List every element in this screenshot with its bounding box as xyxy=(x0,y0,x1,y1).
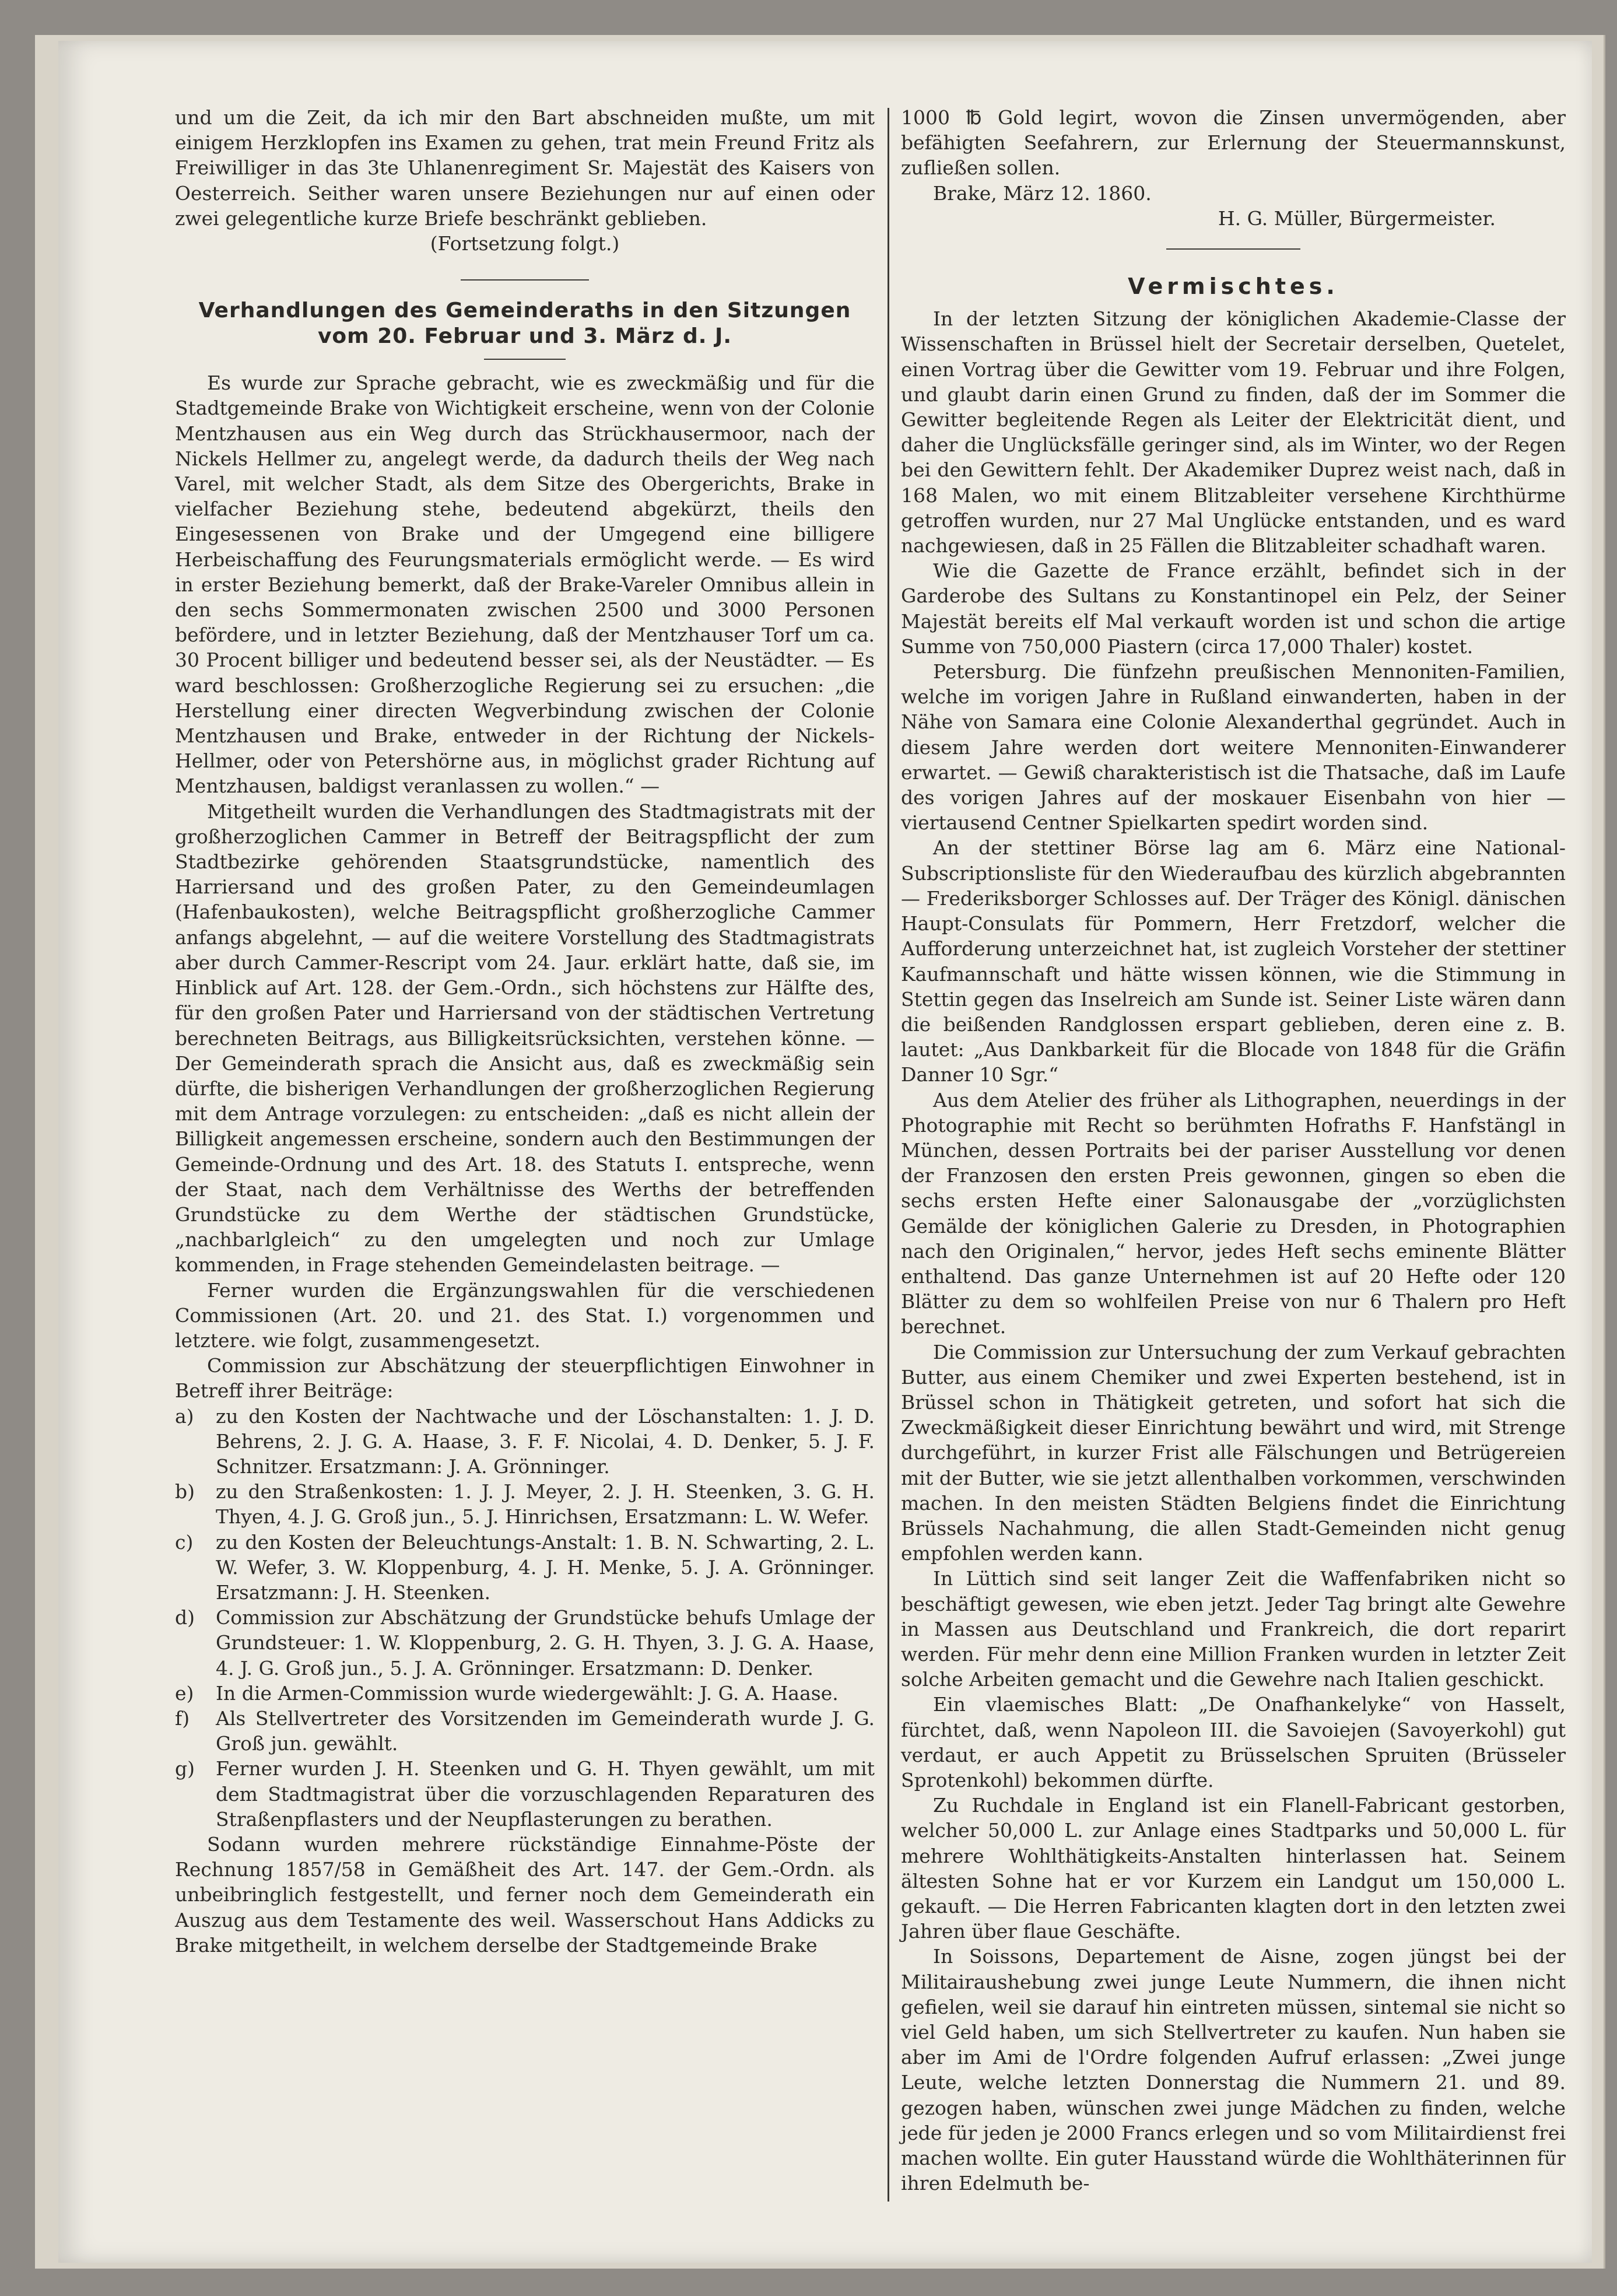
section-title: Vermischtes. xyxy=(1128,274,1339,300)
news-item: Zu Ruchdale in England ist ein Flanell-Fabricant gestorben, welcher 50,000 L. zur Anlage eines Stadtparks und 50,000 L. für mehrere Wohlthätigkeits-Anstalten hinterlassen hat. Seinem ältesten Sohne hat er vor Kurzem ein Landgut um 150,000 L. gekauft. — Die Herren Fabricanten klagten dort in den letzten zwei Jahren über flaue Geschäfte. xyxy=(901,1794,1566,1943)
news-item: In der letzten Sitzung der königlichen Akademie-Classe der Wissenschaften in Brüssel hielt der Secretair derselben, Quetelet, einen Vortrag über die Gewitter vom 19. Februar und ihre Folgen, und glaubt darin einen Grund zu finden, daß der im Sommer die Gewitter begleitende Regen als Leiter der Elektricität dient, und daher die Unglücksfälle geringer sind, als im Winter, wo der Regen bei den Gewittern fehlt. Der Akademiker Duprez weist nach, daß in 168 Malen, wo mit einem Blitzableiter versehene Kirchthürme getroffen wurden, nur 27 Mal Unglücke entstanden, und es ward nachgewiesen, daß in 25 Fällen die Blitzableiter schadhaft waren. xyxy=(901,307,1566,558)
news-item: An der stettiner Börse lag am 6. März eine National-Subscriptionsliste für den Wiederaufbau des kürzlich abgebrannten — Frederiksborger Schlosses auf. Der Träger des Königl. dänischen Haupt-Consulats für Pommern, Herr Fretzdorf, welcher die Aufforderung unterzeichnet hat, ist zugleich Vorsteher der stettiner Kaufmannschaft und hätte wissen können, wie die Stimmung in Stettin gegen das Inselreich am Sunde ist. Seiner Liste wären dann die beißenden Randglossen erspart geblieben, deren eine z. B. lautet: „Aus Dankbarkeit für die Blocade von 1848 für die Gräfin Danner 10 Sgr.“ xyxy=(901,836,1566,1086)
list-text: Ferner wurden J. H. Steenken und G. H. Thyen gewählt, um mit dem Stadtmagistrat über die vorzuschlagenden Reparaturen des Straßenpflasters und der Neupflasterungen zu berathen. xyxy=(216,1757,875,1831)
right-column xyxy=(901,105,1566,2196)
list-text: zu den Kosten der Beleuchtungs-Anstalt: 1. B. N. Schwarting, 2. L. W. Wefer, 3. W. Kloppenburg, 4. J. H. Menke, 5. J. A. Grönninger. Ersatzmann: J. H. Steenken. xyxy=(216,1530,875,1604)
list-text: zu den Kosten der Nachtwache und der Löschanstalten: 1. J. D. Behrens, 2. J. G. A. Haase, 3. F. F. Nicolai, 4. D. Denker, 5. J. F. Schnitzer. Ersatzmann: J. A. Grönninger. xyxy=(216,1404,875,1478)
dateline: Brake, März 12. 1860. xyxy=(933,181,1152,205)
paragraph-contributions: Mitgetheilt wurden die Verhandlungen des Stadtmagistrats mit der großherzoglichen Cammer in Betreff der Beitragspflicht der zum Stadtbezirke gehörenden Staatsgrundstücke, namentlich des Harriersand und des großen Pater, zu den Gemeindeumlagen (Hafenbaukosten), welche Beitragspflicht großherzogliche Cammer anfangs abgelehnt, — auf die weitere Vorstellung des Stadtmagistrats aber durch Cammer-Rescript vom 24. Jaur. erklärt hatte, daß sie, im Hinblick auf Art. 128. der Gem.-Ordn., sich höchstens zur Hälfte des, für den großen Pater und Harriersand von der städtischen Vertretung berechneten Beitrags, aus Billigkeitsrücksichten, verstehen könne. — Der Gemeinderath sprach die Ansicht aus, daß es zweckmäßig sein dürfte, die bisherigen Verhandlungen der großherzoglichen Regierung mit dem Antrage vorzulegen: zu entscheiden: „daß es nicht allein der Billigkeit angemessen erscheine, sondern auch den Bestimmungen der Gemeinde-Ordnung und des Art. 18. des Statuts I. entspreche, wenn der Staat, nach dem Verhältnisse des Werths der betreffenden Grundstücke zu dem Werthe der städtischen Grundstücke, „nachbarlgleich“ zu den umgelegten und noch zur Umlage kommenden, in Frage stehenden Gemeindelasten beitrage. — xyxy=(175,800,875,1277)
paragraph-commission: Commission zur Abschätzung der steuerpflichtigen Einwohner in Betreff ihrer Beiträge: xyxy=(175,1354,875,1403)
news-item: In Lüttich sind seit langer Zeit die Waffenfabriken nicht so beschäftigt gewesen, wie eben jetzt. Jeder Tag bringt alte Gewehre in Massen aus Deutschland und Frankreich, die dort reparirt werden. Für mehr denn eine Million Franken wurden in letzter Zeit solche Arbeiten gemacht und die Gewehre nach Italien geschickt. xyxy=(901,1567,1566,1691)
list-letter: a) xyxy=(175,1404,194,1428)
continued-note: (Fortsetzung folgt.) xyxy=(430,232,620,255)
heading-rule xyxy=(484,359,566,360)
article-heading-line2: vom 20. Februar und 3. März d. J. xyxy=(317,324,732,349)
list-letter: g) xyxy=(175,1757,195,1780)
news-item: Ein vlaemisches Blatt: „De Onafhankelyke“ von Hasselt, fürchtet, daß, wenn Napoleon III. die Savoiejen (Savoyerkohl) gut verdaut, er auch Appetit zu Brüsselschen Spruiten (Brüsseler Sprotenkohl) bekommen dürfte. xyxy=(901,1693,1566,1792)
list-letter: e) xyxy=(175,1681,194,1705)
column-rule xyxy=(888,108,889,2202)
paragraph-elections: Ferner wurden die Ergänzungswahlen für die verschiedenen Commissionen (Art. 20. und 21. des Stat. I.) vorgenommen und letztere. wie folgt, zusammengesetzt. xyxy=(175,1278,875,1352)
list-text: zu den Straßenkosten: 1. J. J. Meyer, 2. J. H. Steenken, 3. G. H. Thyen, 4. J. G. Groß jun., 5. J. Hinrichsen, Ersatzmann: L. W. Wefer. xyxy=(216,1480,875,1529)
paragraph-testament: Sodann wurden mehrere rückständige Einnahme-Pöste der Rechnung 1857/58 in Gemäßheit des Art. 147. der Gem.-Ordn. als unbeibringlich festgestellt, und ferner noch dem Gemeinderath ein Auszug aus dem Testamente des weil. Wasserschout Hans Addicks zu Brake mitgetheilt, in welchem derselbe der Stadtgemeinde Brake xyxy=(175,1833,875,1957)
list-item xyxy=(175,1605,875,1681)
news-item: Wie die Gazette de France erzählt, befindet sich in der Garderobe des Sultans zu Konstantinopel ein Pelz, der Seiner Majestät bereits elf Mal verkauft worden ist und schon die artige Summe von 750,000 Piastern (circa 17,000 Thaler) kostet. xyxy=(901,559,1566,658)
list-item xyxy=(175,1479,875,1529)
list-item xyxy=(175,1681,875,1706)
story-continuation: und um die Zeit, da ich mir den Bart abschneiden mußte, um mit einigem Herzklopfen ins Examen zu gehen, trat mein Freund Fritz als Freiwilliger in das 3te Uhlanenregiment Sr. Majestät des Kaisers von Oesterreich. Seither waren unsere Beziehungen nur auf einen oder zwei gelegentliche kurze Briefe beschränkt geblieben. xyxy=(175,106,875,230)
left-column xyxy=(175,105,875,1958)
news-item: Die Commission zur Untersuchung der zum Verkauf gebrachten Butter, aus einem Chemiker und zwei Experten bestehend, ist in Brüssel schon in Thätigkeit getreten, und sofort hat sich die Zweckmäßigkeit dieser Einrichtung bewährt und wird, mit Strenge durchgeführt, in kurzer Frist alle Fälschungen und Betrügereien mit der Butter, wie sie jetzt allenthalben vorkommen, verschwinden machen. In den meisten Städten Belgiens findet die Einrichtung Brüssels Nachahmung, die allen Stadt-Gemeinden nicht genug empfohlen werden kann. xyxy=(901,1340,1566,1565)
list-text: Als Stellvertreter des Vorsitzenden im Gemeinderath wurde J. G. Groß jun. gewählt. xyxy=(216,1706,875,1755)
list-text: Commission zur Abschätzung der Grundstücke behufs Umlage der Grundsteuer: 1. W. Kloppenburg, 2. G. H. Thyen, 3. J. G. A. Haase, 4. J. G. Groß jun., 5. J. A. Grönninger. Ersatzmann: D. Denker. xyxy=(216,1606,875,1680)
separator-rule xyxy=(1166,248,1300,250)
list-item xyxy=(175,1756,875,1832)
article-heading-line1: Verhandlungen des Gemeinderaths in den Sitzungen xyxy=(198,299,851,323)
list-letter: c) xyxy=(175,1530,194,1554)
news-item: Aus dem Atelier des früher als Lithographen, neuerdings in der Photographie mit Recht so berühmten Hofraths F. Hanfstängl in München, dessen Portraits bei der pariser Ausstellung vor denen der Franzosen den ersten Preis gewonnen, gingen so eben die sechs ersten Hefte einer Salonausgabe der „vorzüglichsten Gemälde der königlichen Galerie zu Dresden, in Photographien nach den Originalen,“ hervor, jedes Heft sechs eminente Blätter enthaltend. Das ganze Unternehmen ist auf 20 Hefte oder 120 Blätter zu dem so wohlfeilen Preise von nur 6 Thalern pro Heft berechnet. xyxy=(901,1088,1566,1338)
list-item xyxy=(175,1706,875,1756)
list-letter: b) xyxy=(175,1480,195,1503)
commission-list xyxy=(175,1404,875,1832)
signature: H. G. Müller, Bürgermeister. xyxy=(1218,206,1496,230)
paragraph-road: Es wurde zur Sprache gebracht, wie es zweckmäßig und für die Stadtgemeinde Brake von Wichtigkeit erscheine, wenn von der Colonie Mentzhausen aus ein Weg durch das Strückhausermoor, nach der Nickels Hellmer zu, angelegt werde, da dadurch theils der Weg nach Varel, mit welcher Stadt, als dem Sitze des Obergerichts, Brake in vielfacher Beziehung stehe, bedeutend abgekürzt, theils den Eingesessenen von Brake und der Umgegend eine billigere Herbeischaffung des Feurungsmaterials ermöglicht werde. — Es wird in erster Beziehung bemerkt, daß der Brake-Vareler Omnibus allein in den sechs Sommermonaten zwischen 2500 und 3000 Personen befördere, und in letzter Beziehung, daß der Mentzhauser Torf um ca. 30 Procent billiger und bedeutend besser sei, als der Neustädter. — Es ward beschlossen: Großherzogliche Regierung sei zu ersuchen: „die Herstellung einer directen Wegverbindung zwischen der Colonie Mentzhausen und Brake, entweder in der Richtung der Nickels-Hellmer, oder von Petershörne aus, in möglichst grader Richtung auf Mentzhausen, baldigst veranlassen zu wollen.“ — xyxy=(175,371,875,798)
testament-continuation: 1000 ℔ Gold legirt, wovon die Zinsen unvermögenden, aber befähigten Seefahrern, zur Erlernung der Steuermannskunst, zufließen sollen. xyxy=(901,106,1566,180)
list-letter: f) xyxy=(175,1706,190,1730)
list-text: In die Armen-Commission wurde wiedergewählt: J. G. A. Haase. xyxy=(216,1681,839,1705)
list-item xyxy=(175,1404,875,1480)
separator-rule xyxy=(461,279,589,281)
news-item: In Soissons, Departement de Aisne, zogen jüngst bei der Militairaushebung zwei junge Leute Nummern, die ihnen nicht gefielen, weil sie darauf hin eintreten müssen, sintemal sie nicht so viel Geld haben, um sich Stellvertreter zu kaufen. Nun haben sie aber im Ami de l'Ordre folgenden Aufruf erlassen: „Zwei junge Leute, welche letzten Donnerstag die Nummern 21. und 89. gezogen haben, wünschen zwei junge Mädchen zu finden, welche jede für jeden je 2000 Francs erlegen und so vom Militairdienst frei machen wollte. Ein guter Hausstand würde die Wohlthäterinnen für ihren Edelmuth be- xyxy=(901,1945,1566,2195)
list-letter: d) xyxy=(175,1606,195,1629)
news-item: Petersburg. Die fünfzehn preußischen Mennoniten-Familien, welche im vorigen Jahre in Rußland einwanderten, haben in der Nähe von Samara eine Colonie Alexanderthal gegründet. Auch in diesem Jahre werden dort weitere Mennoniten-Einwanderer erwartet. — Gewiß charakteristisch ist die Thatsache, daß im Laufe des vorigen Jahres auf der moskauer Eisenbahn von hier — viertausend Centner Spielkarten spedirt worden sind. xyxy=(901,660,1566,835)
list-item xyxy=(175,1530,875,1606)
